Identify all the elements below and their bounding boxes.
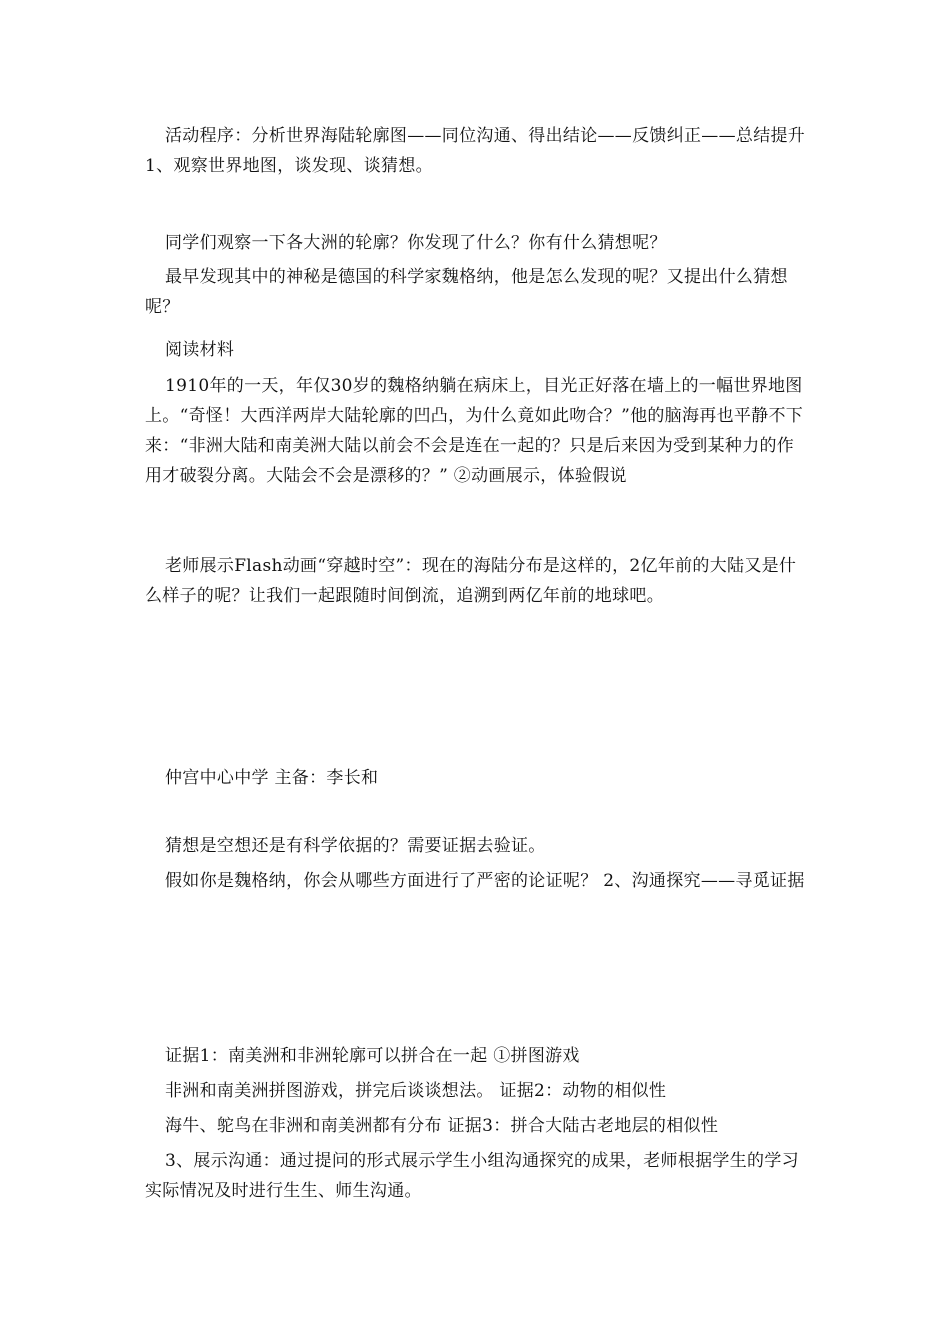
paragraph-guess-evidence: 猜想是空想还是有科学依据的？需要证据去验证。 [165,836,546,856]
paragraph-flash-animation: 老师展示Flash动画“穿越时空”：现在的海陆分布是这样的，2亿年前的大陆又是什么样子的呢？让我们一起跟随时间倒流，追溯到两亿年前的地球吧。 [145,556,797,606]
paragraph-activity-procedure: 活动程序：分析世界海陆轮廓图——同位沟通、得出结论——反馈纠正——总结提升 1、观察世界地图，谈发现、谈猜想。 [145,126,806,176]
paragraph-puzzle-evidence-2: 非洲和南美洲拼图游戏，拼完后谈谈想法。 证据2：动物的相似性 [165,1081,667,1101]
paragraph-reading-material: 1910年的一天，年仅30岁的魏格纳躺在病床上，目光正好落在墙上的一幅世界地图上。“奇怪！大西洋两岸大陆轮廓的凹凸，为什么竟如此吻合？”他的脑海再也平静不下来：“非洲大陆和南美洲大陆以前会不会是连在一起的？只是后来因为受到某种力的作用才破裂分离。大陆会不会是漂移的？” ②动画展示，体验假说 [145,376,804,486]
paragraph-school-author: 仲宫中心中学 主备：李长和 [165,768,379,788]
paragraph-show-communication: 3、展示沟通：通过提问的形式展示学生小组沟通探究的成果，老师根据学生的学习实际情况及时进行生生、师生沟通。 [145,1151,799,1201]
paragraph-observe-continents: 同学们观察一下各大洲的轮廓？你发现了什么？你有什么猜想呢？ [165,233,667,253]
paragraph-animals-evidence-3: 海牛、鸵鸟在非洲和南美洲都有分布 证据3：拼合大陆古老地层的相似性 [165,1116,719,1136]
paragraph-wegener-discovery: 最早发现其中的神秘是德国的科学家魏格纳，他是怎么发现的呢？又提出什么猜想呢？ [145,267,788,317]
paragraph-reading-material-heading: 阅读材料 [165,340,235,360]
paragraph-argumentation: 假如你是魏格纳，你会从哪些方面进行了严密的论证呢？ 2、沟通探究——寻觅证据 [165,871,805,891]
paragraph-evidence-1: 证据1：南美洲和非洲轮廓可以拼合在一起 ①拼图游戏 [165,1046,580,1066]
